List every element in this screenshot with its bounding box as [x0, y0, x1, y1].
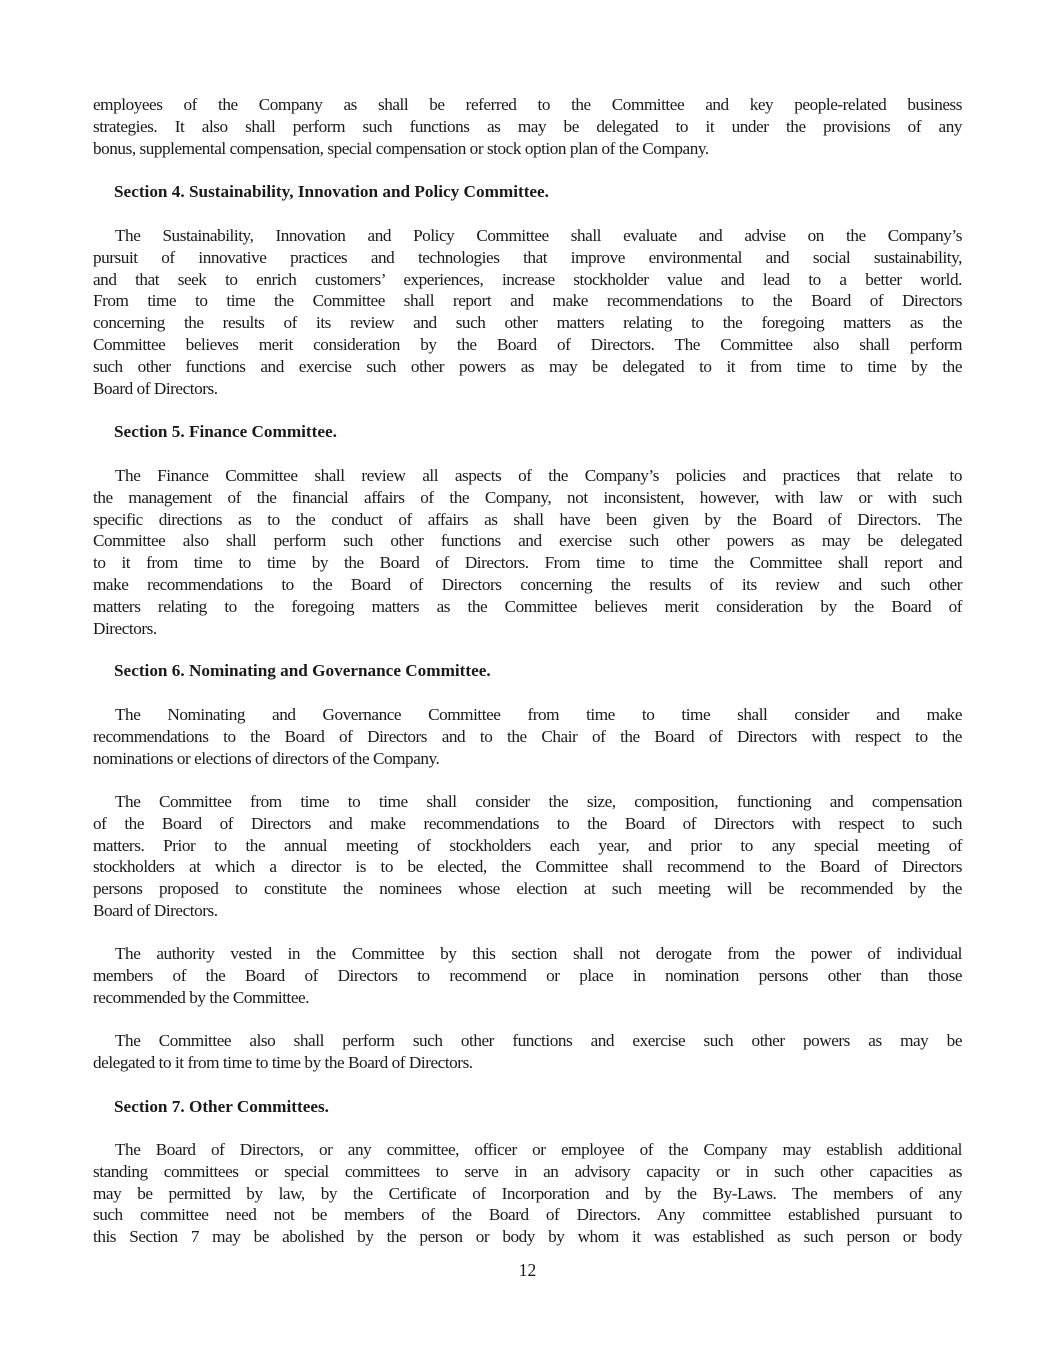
text-line: persons proposed to constitute the nominees whose election at such meeting will be recommended by the: [93, 879, 962, 899]
text-line: Board of Directors.: [93, 378, 218, 398]
text-line: members of the Board of Directors to recommend or place in nomination persons other than those: [93, 965, 962, 985]
text-line: to it from time to time by the Board of Directors. From time to time the Committee shall report and: [93, 553, 962, 573]
text-line: Directors.: [93, 618, 157, 638]
text-line: strategies. It also shall perform such functions as may be delegated to it under the provisions of any: [93, 116, 962, 136]
section-5-heading: Section 5. Finance Committee.: [114, 422, 337, 441]
text-line: standing committees or special committees to serve in an advisory capacity or in such other capacities as: [93, 1161, 962, 1181]
section-6-paragraph-3: [93, 943, 962, 1008]
page-number: 12: [518, 1260, 537, 1280]
text-line: of the Board of Directors and make recommendations to the Board of Directors with respect to such: [93, 813, 962, 833]
text-line: recommendations to the Board of Directors and to the Chair of the Board of Directors with respect to the: [93, 726, 962, 746]
text-line: such committee need not be members of the Board of Directors. Any committee established pursuant to: [93, 1205, 962, 1225]
text-line: pursuit of innovative practices and technologies that improve environmental and social sustainability,: [93, 247, 962, 267]
section-7-heading: Section 7. Other Committees.: [114, 1097, 329, 1116]
text-line: make recommendations to the Board of Directors concerning the results of its review and such other: [93, 574, 962, 594]
text-line: this Section 7 may be abolished by the person or body by whom it was established as such person or body: [93, 1227, 962, 1247]
section-5-paragraph: [93, 465, 962, 639]
text-line: Committee believes merit consideration by the Board of Directors. The Committee also shall perform: [93, 334, 962, 354]
text-line: and that seek to enrich customers’ experiences, increase stockholder value and lead to a better world.: [93, 269, 962, 289]
section-6-paragraph-4: [93, 1030, 962, 1074]
text-line: The Sustainability, Innovation and Policy Committee shall evaluate and advise on the Company’s: [115, 226, 962, 245]
intro-paragraph: [93, 94, 962, 159]
section-4-paragraph: [93, 225, 962, 399]
text-line: matters. Prior to the annual meeting of stockholders each year, and prior to any special meeting of: [93, 835, 962, 855]
text-line: The Committee also shall perform such other functions and exercise such other powers as may be: [115, 1031, 962, 1050]
section-6-paragraph-1: [93, 704, 962, 769]
text-line: The Finance Committee shall review all aspects of the Company’s policies and practices that relate to: [115, 466, 962, 485]
text-line: bonus, supplemental compensation, special compensation or stock option plan of the Company.: [93, 138, 709, 158]
text-line: matters relating to the foregoing matters as the Committee believes merit consideration by the Board of: [93, 596, 962, 616]
text-line: employees of the Company as shall be referred to the Committee and key people-related business: [93, 95, 962, 114]
text-line: specific directions as to the conduct of affairs as shall have been given by the Board of Directors. The: [93, 509, 962, 529]
text-line: nominations or elections of directors of the Company.: [93, 748, 440, 768]
text-line: The Nominating and Governance Committee from time to time shall consider and make: [115, 705, 962, 724]
section-6-heading: Section 6. Nominating and Governance Committee.: [114, 661, 491, 680]
section-4-heading: Section 4. Sustainability, Innovation and Policy Committee.: [114, 182, 549, 201]
text-line: the management of the financial affairs of the Company, not inconsistent, however, with law or with such: [93, 487, 962, 507]
text-line: The authority vested in the Committee by this section shall not derogate from the power of individual: [115, 944, 962, 963]
text-line: may be permitted by law, by the Certificate of Incorporation and by the By-Laws. The members of any: [93, 1183, 962, 1203]
text-line: recommended by the Committee.: [93, 987, 310, 1007]
text-line: such other functions and exercise such other powers as may be delegated to it from time to time by the: [93, 356, 962, 376]
text-line: concerning the results of its review and such other matters relating to the foregoing matters as the: [93, 313, 962, 333]
section-6-paragraph-2: [93, 791, 962, 922]
text-line: stockholders at which a director is to be elected, the Committee shall recommend to the Board of Directors: [93, 857, 962, 877]
text-line: Board of Directors.: [93, 900, 218, 920]
text-line: From time to time the Committee shall report and make recommendations to the Board of Directors: [93, 291, 962, 311]
text-line: Committee also shall perform such other functions and exercise such other powers as may be delegated: [93, 531, 962, 551]
section-7-paragraph: [93, 1139, 962, 1248]
text-line: The Board of Directors, or any committee, officer or employee of the Company may establish additional: [115, 1140, 962, 1159]
text-line: delegated to it from time to time by the Board of Directors.: [93, 1052, 473, 1072]
text-line: The Committee from time to time shall consider the size, composition, functioning and compensation: [115, 792, 962, 811]
